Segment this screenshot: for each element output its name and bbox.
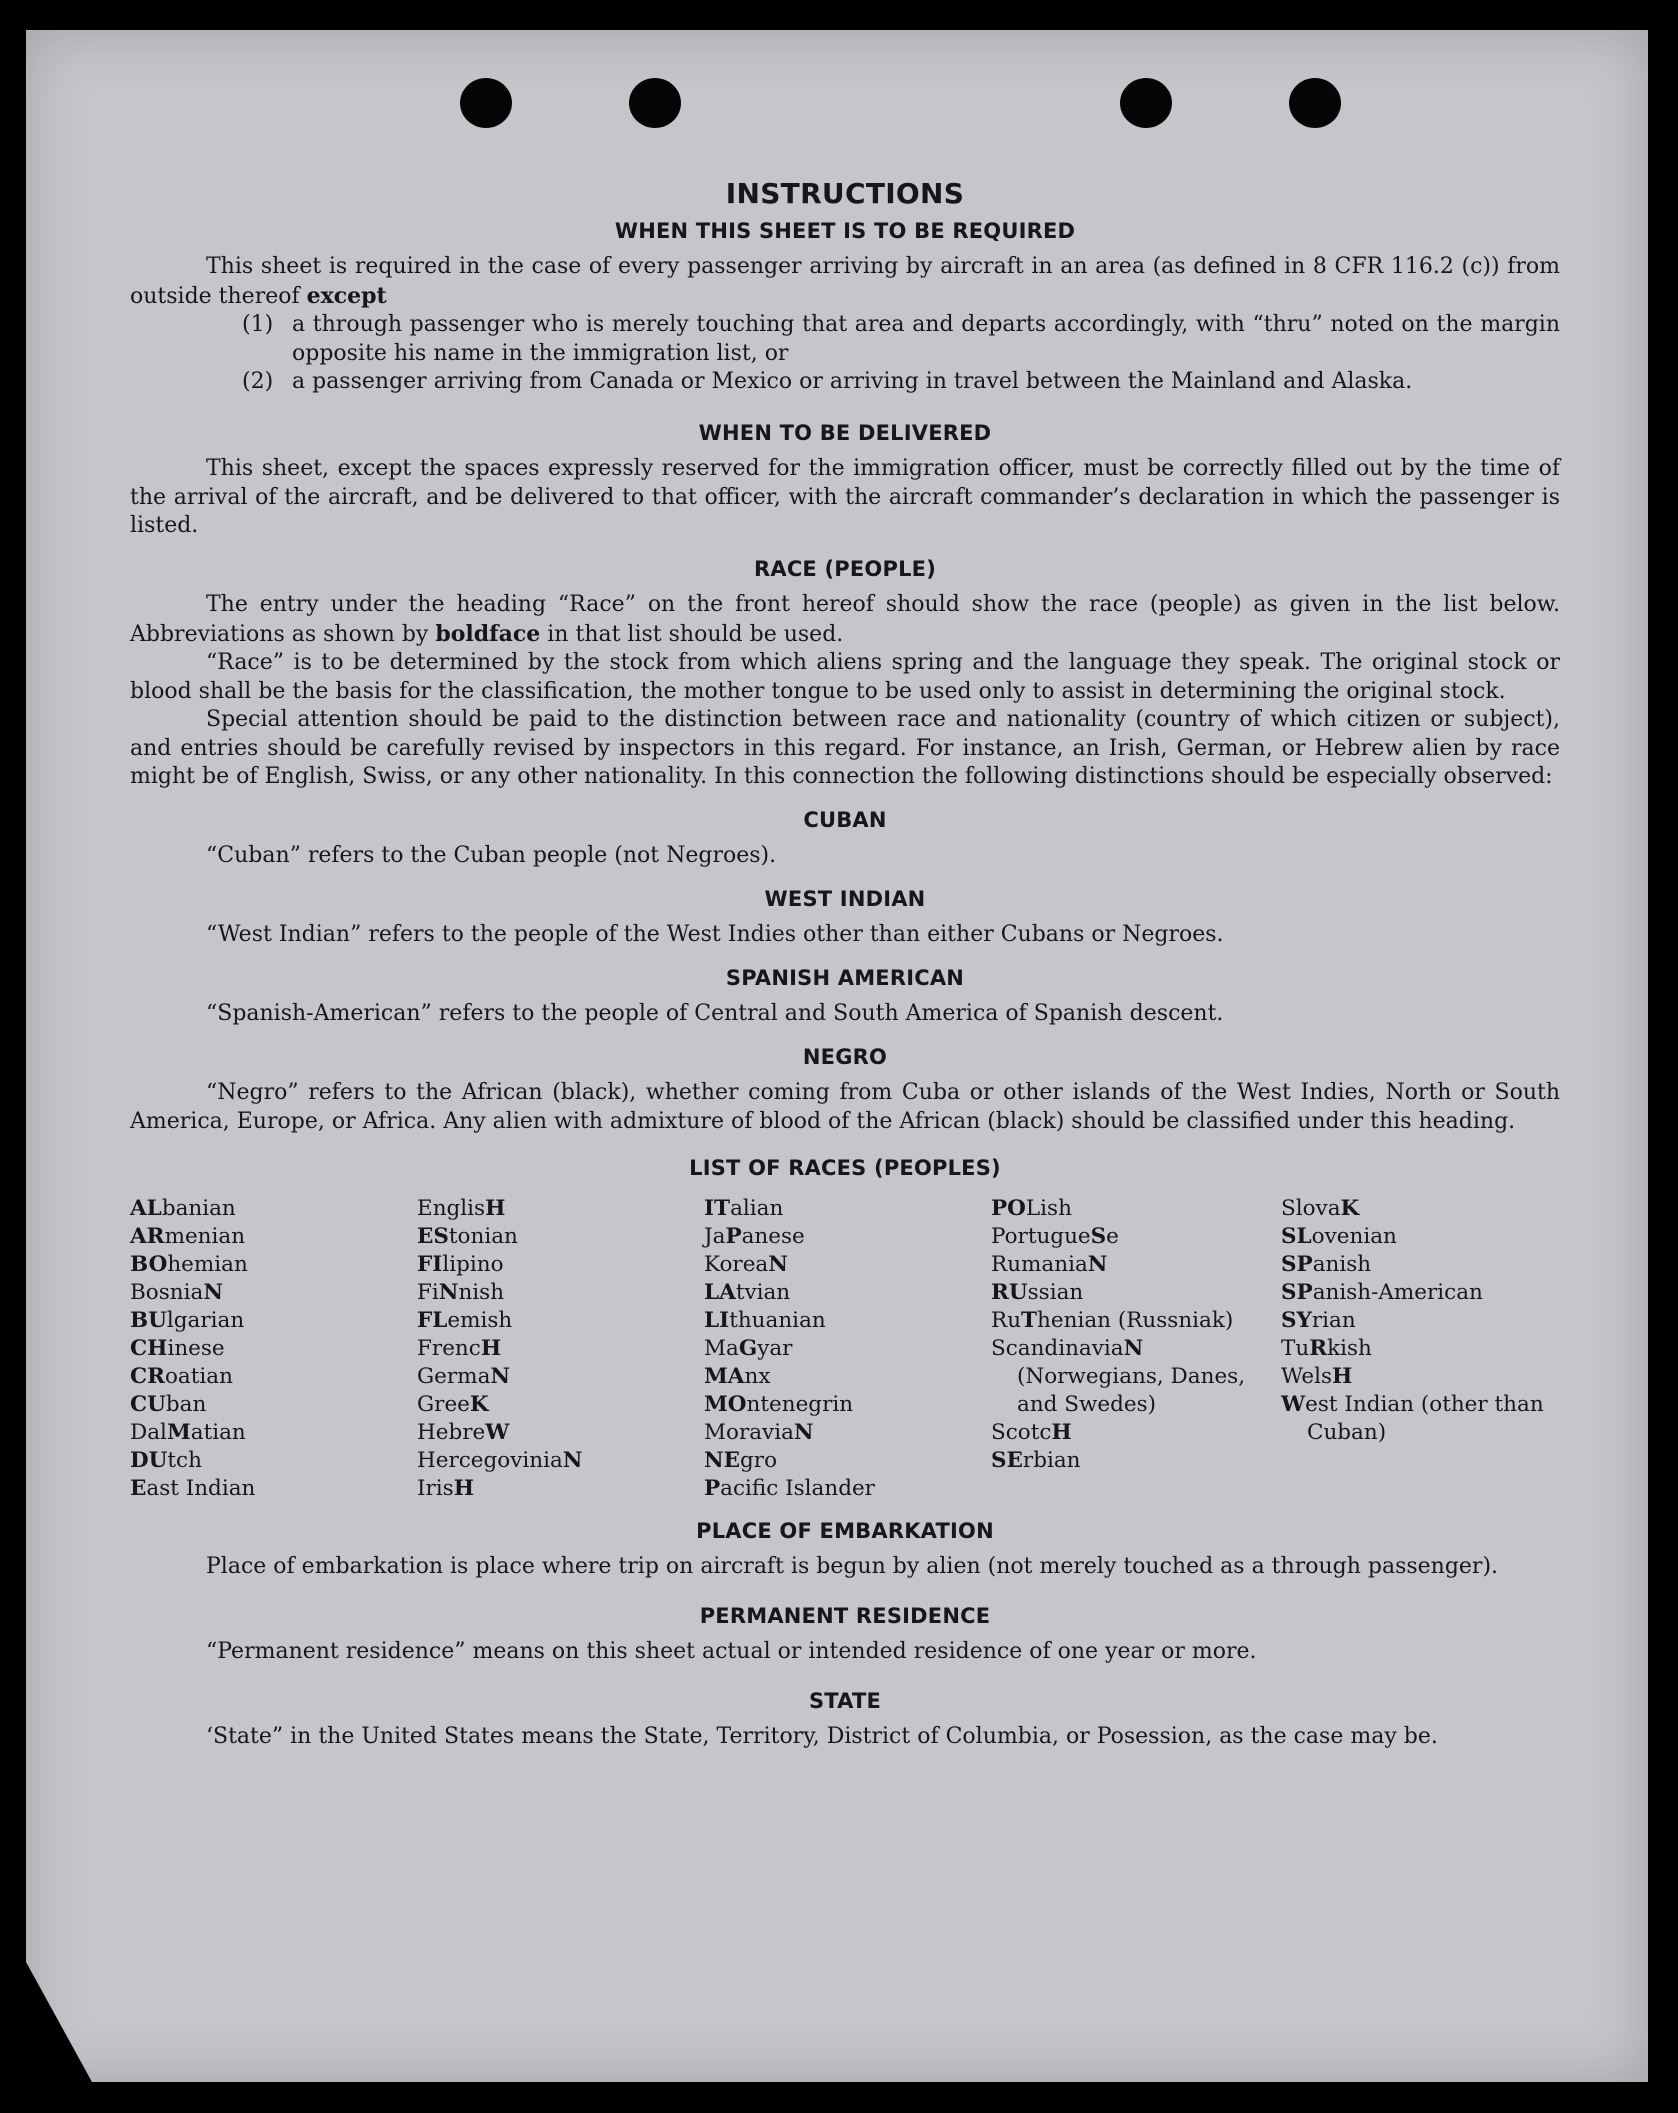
paragraph: “Spanish-American” refers to the people of Central and South America of Spanish descent. — [206, 1001, 1224, 1026]
paragraph: “Permanent residence” means on this sheet actual or intended residence of one year or more. — [206, 1639, 1257, 1664]
race-entry: BosniaN — [130, 1279, 223, 1305]
section-heading: RACE (PEOPLE) — [754, 556, 936, 581]
paragraph: Special attention should be paid to the distinction between race and nationality (country of which citizen or subject), and entries should be carefully revised by inspectors in this regard. For instance, an Irish, German, or Hebrew alien by race might be of English, Swiss, or any other nationality. In this connection the following distinctions should be especially observed: — [130, 707, 1560, 789]
section-heading: WHEN THIS SHEET IS TO BE REQUIRED — [614, 218, 1076, 243]
section-heading: PLACE OF EMBARKATION — [696, 1518, 994, 1543]
race-entry: DalMatian — [130, 1419, 246, 1445]
race-entry: MaGyar — [704, 1335, 793, 1361]
race-column — [130, 1195, 417, 1503]
race-entry: HebreW — [417, 1419, 510, 1445]
document-title: INSTRUCTIONS — [725, 177, 965, 210]
race-entry: MAnx — [704, 1363, 771, 1389]
section-heading: WEST INDIAN — [764, 886, 926, 911]
paragraph: “Negro” refers to the African (black), whether coming from Cuba or other islands of the West Indies, North or South America, Europe, or Africa. Any alien with admixture of blood of the African (black) should be classified under this heading. — [130, 1080, 1560, 1134]
race-entry: West Indian (other than Cuban) — [1281, 1391, 1544, 1445]
paragraph: “Cuban” refers to the Cuban people (not Negroes). — [206, 843, 777, 868]
emphasis-except: except — [306, 282, 387, 309]
race-entry: POLish — [991, 1195, 1072, 1221]
race-entry: FIlipino — [417, 1251, 504, 1277]
race-entry: LIthuanian — [704, 1307, 826, 1333]
race-entry: RuThenian (Russniak) — [991, 1307, 1234, 1333]
race-entry: ARmenian — [130, 1223, 246, 1249]
punch-hole — [460, 78, 512, 128]
race-column — [704, 1195, 991, 1503]
race-entry: ScandinaviaN (Norwegians, Danes, and Swedes) — [991, 1335, 1246, 1417]
race-entry: Pacific Islander — [704, 1475, 875, 1501]
paragraph: “West Indian” refers to the people of the West Indies other than either Cubans or Negroes. — [206, 922, 1224, 947]
race-entry: DUtch — [130, 1447, 202, 1473]
section-heading: STATE — [808, 1688, 882, 1713]
race-entry: RumaniaN — [991, 1251, 1108, 1277]
race-entry: SlovaK — [1281, 1195, 1360, 1221]
race-entry: SPanish — [1281, 1251, 1372, 1277]
race-entry: TuRkish — [1281, 1335, 1372, 1361]
race-entry: PortugueSe — [991, 1223, 1119, 1249]
race-entry: KoreaN — [704, 1251, 788, 1277]
paragraph: Place of embarkation is place where trip on aircraft is begun by alien (not merely touched as a through passenger). — [206, 1554, 1499, 1579]
race-entry: ITalian — [704, 1195, 784, 1221]
punch-hole — [1120, 78, 1172, 128]
race-entry: MoraviaN — [704, 1419, 814, 1445]
punch-hole — [629, 78, 681, 128]
race-entry: NEgro — [704, 1447, 778, 1473]
race-entry: JaPanese — [704, 1223, 805, 1249]
race-list-grid — [130, 1195, 1560, 1503]
race-entry: BOhemian — [130, 1251, 248, 1277]
instructions-content — [130, 177, 1560, 1752]
race-column — [1281, 1195, 1561, 1503]
document-page — [26, 30, 1648, 2082]
section-heading: WHEN TO BE DELIVERED — [698, 420, 992, 445]
race-entry: SLovenian — [1281, 1223, 1397, 1249]
race-entry: EStonian — [417, 1223, 518, 1249]
paragraph: The entry under the heading “Race” on the front hereof should show the race (people) as given in the list below. Abbreviations as shown by boldface in that list should be used. — [130, 592, 1560, 647]
race-entry: IrisH — [417, 1475, 475, 1501]
punch-hole — [1289, 78, 1341, 128]
race-entry: ALbanian — [130, 1195, 236, 1221]
race-entry: LAtvian — [704, 1279, 791, 1305]
race-entry: GreeK — [417, 1391, 489, 1417]
race-entry: SErbian — [991, 1447, 1081, 1473]
race-entry: FrencH — [417, 1335, 502, 1361]
exception-list — [242, 311, 1560, 397]
section-heading: PERMANENT RESIDENCE — [699, 1603, 991, 1628]
folded-corner — [26, 1962, 92, 2082]
section-heading: LIST OF RACES (PEOPLES) — [689, 1156, 1001, 1180]
race-entry: MOntenegrin — [704, 1391, 854, 1417]
race-column — [417, 1195, 704, 1503]
race-entry: HercegoviniaN — [417, 1447, 583, 1473]
list-item: (1) a through passenger who is merely touching that area and departs accordingly, with “thru” noted on the margin opposite his name in the immigration list, or — [242, 312, 1560, 366]
race-entry: CUban — [130, 1391, 207, 1417]
race-entry: CRoatian — [130, 1363, 233, 1389]
section-heading: NEGRO — [802, 1044, 888, 1069]
section-heading: SPANISH AMERICAN — [725, 965, 965, 990]
race-entry: FLemish — [417, 1307, 513, 1333]
race-column — [991, 1195, 1281, 1503]
race-entry: EnglisH — [417, 1195, 506, 1221]
section-heading: CUBAN — [803, 807, 887, 832]
race-entry: SYrian — [1281, 1307, 1356, 1333]
race-entry: CHinese — [130, 1335, 225, 1361]
race-entry: BUlgarian — [130, 1307, 245, 1333]
race-entry: WelsH — [1281, 1363, 1353, 1389]
race-entry: ScotcH — [991, 1419, 1072, 1445]
paragraph: ‘State” in the United States means the State, Territory, District of Columbia, or Posession, as the case may be. — [206, 1724, 1438, 1749]
list-item: (2) a passenger arriving from Canada or Mexico or arriving in travel between the Mainland and Alaska. — [242, 369, 1413, 394]
race-entry: SPanish-American — [1281, 1279, 1483, 1305]
paragraph: This sheet, except the spaces expressly reserved for the immigration officer, must be correctly filled out by the time of the arrival of the aircraft, and be delivered to that officer, with the aircraft commander’s declaration in which the passenger is listed. — [130, 456, 1560, 538]
race-entry: East Indian — [130, 1475, 256, 1501]
race-entry: RUssian — [991, 1279, 1084, 1305]
race-entry: GermaN — [417, 1363, 511, 1389]
race-entry: FiNnish — [417, 1279, 505, 1305]
paragraph: This sheet is required in the case of every passenger arriving by aircraft in an area (as defined in 8 CFR 116.2 (c)) from outside thereof except — [130, 254, 1560, 309]
paragraph: “Race” is to be determined by the stock from which aliens spring and the language they speak. The original stock or blood shall be the basis for the classification, the mother tongue to be used only to assist in determining the original stock. — [130, 650, 1560, 704]
